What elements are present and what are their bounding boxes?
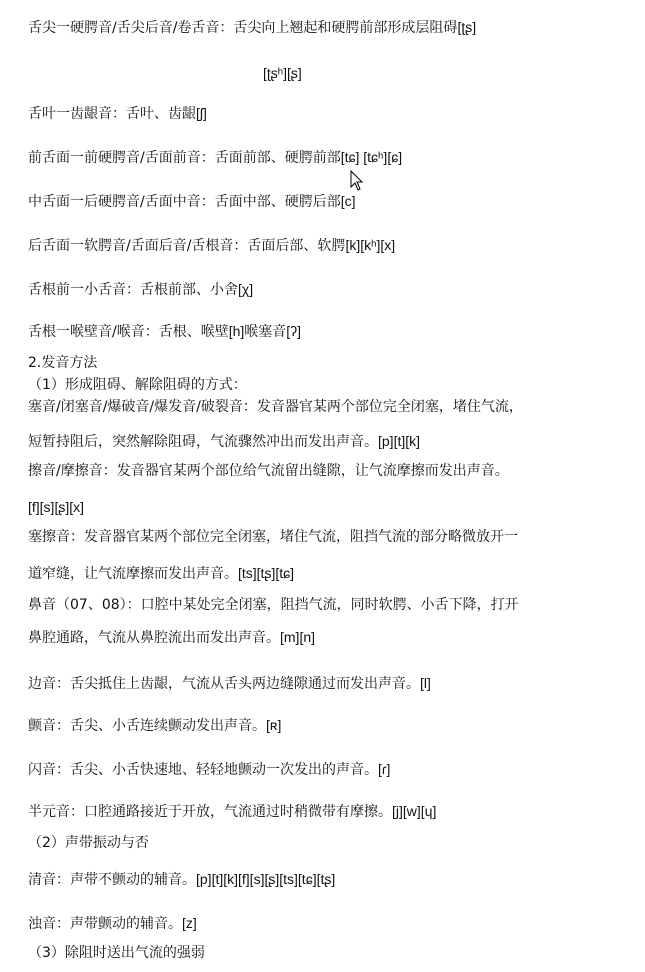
line-20: [28, 716, 281, 735]
line-25-text: 浊音：声带颤动的辅音。: [28, 916, 182, 932]
line-11-text: 塞音/闭塞音/爆破音/爆发音/破裂音：发音器官某两个部位完全闭塞，堵住气流，: [28, 399, 523, 415]
line-21-ipa: [ɾ]: [378, 761, 391, 777]
line-8-suffix: 喉塞音: [244, 324, 287, 340]
line-5: [28, 192, 356, 211]
line-20-ipa: [ʀ]: [266, 717, 282, 733]
line-23: [28, 834, 149, 852]
line-5-text: 中舌面一后硬腭音/舌面中音：舌面中部、硬腭后部: [28, 194, 341, 210]
line-7: [28, 280, 253, 299]
line-18-text: 鼻腔通路，气流从鼻腔流出而发出声音。: [28, 630, 280, 646]
mouse-pointer-icon: [350, 170, 364, 192]
line-26: [28, 944, 205, 962]
line-1-text: 舌尖一硬腭音/舌尖后音/卷舌音：舌尖向上翘起和硬腭前部形成层阻碍: [28, 20, 458, 36]
line-5-ipa: [c]: [340, 193, 356, 209]
line-8-ipa: [h]: [228, 323, 245, 339]
line-11: [28, 398, 523, 416]
line-9: [28, 354, 97, 372]
line-21-text: 闪音：舌尖、小舌快速地、轻轻地颤动一次发出的声音。: [28, 762, 378, 778]
line-2: [263, 64, 302, 83]
line-7-text: 舌根前一小舌音：舌根前部、小舍: [28, 282, 238, 298]
line-2-ipa: [ʈʂʰ][ʂ]: [263, 65, 302, 81]
line-14: [28, 498, 84, 517]
line-19: [28, 674, 431, 693]
line-4: [28, 148, 402, 167]
line-17-text: 鼻音（07、08）：口腔中某处完全闭塞，阻挡气流，同时软腭、小舌下降，打开: [28, 597, 519, 613]
line-4-ipa: [tɕ] [tɕʰ][ɕ]: [340, 149, 403, 165]
line-13: [28, 462, 509, 480]
line-19-ipa: [l]: [420, 675, 431, 691]
line-10-text: （1）形成阻碍、解除阻碍的方式：: [28, 377, 247, 393]
line-22-ipa: [j][w][ɥ]: [392, 803, 437, 819]
line-25: [28, 914, 197, 933]
line-13-text: 擦音/摩擦音：发音器官某两个部位给气流留出缝隙，让气流摩擦而发出声音。: [28, 463, 509, 479]
line-23-text: （2）声带振动与否: [28, 835, 149, 851]
line-8-text: 舌根一喉壁音/喉音：舌根、喉壁: [28, 324, 229, 340]
line-12-ipa: [p][t][k]: [378, 433, 421, 449]
line-17: [28, 596, 519, 614]
line-8: [28, 322, 301, 341]
line-9-text: 2.发音方法: [28, 355, 98, 371]
line-15: [28, 528, 518, 546]
line-18-ipa: [m][n]: [280, 629, 316, 645]
line-25-ipa: [z]: [182, 915, 197, 931]
line-24-ipa: [p][t][k][f][s][ʂ][ts][tɕ][tʂ]: [196, 871, 336, 887]
line-8-ipa2: [ʔ]: [286, 323, 302, 339]
line-15-text: 塞擦音：发音器官某两个部位完全闭塞，堵住气流，阻挡气流的部分略微放开一: [28, 529, 518, 545]
line-3: [28, 104, 207, 123]
line-4-text: 前舌面一前硬腭音/舌面前音：舌面前部、硬腭前部: [28, 150, 341, 166]
line-7-ipa: [χ]: [238, 281, 254, 297]
line-21: [28, 760, 390, 779]
line-1-ipa: [ʈʂ]: [457, 19, 477, 35]
line-24: [28, 870, 335, 889]
line-24-text: 清音：声带不颤动的辅音。: [28, 872, 196, 888]
line-16-ipa: [ts][tʂ][tɕ]: [238, 565, 295, 581]
line-6-ipa: [k][kʰ][x]: [345, 237, 396, 253]
line-6: [28, 236, 395, 255]
line-18: [28, 628, 315, 647]
line-14-ipa: [f][s][ʂ][x]: [28, 499, 85, 515]
line-12-text: 短暂持阻后，突然解除阻碍，气流骤然冲出而发出声音。: [28, 434, 378, 450]
line-3-text: 舌叶一齿龈音：舌叶、齿龈: [28, 106, 196, 122]
line-22: [28, 802, 436, 821]
line-22-text: 半元音：口腔通路接近于开放，气流通过时稍微带有摩擦。: [28, 804, 392, 820]
line-20-text: 颤音：舌尖、小舌连续颤动发出声音。: [28, 718, 266, 734]
line-10: [28, 376, 247, 394]
line-16-text: 道窄缝，让气流摩擦而发出声音。: [28, 566, 238, 582]
line-16: [28, 564, 294, 583]
line-12: [28, 432, 420, 451]
line-6-text: 后舌面一软腭音/舌面后音/舌根音：舌面后部、软腭: [28, 238, 346, 254]
line-3-ipa: [ʃ]: [196, 105, 207, 121]
line-26-text: （3）除阻时送出气流的强弱: [28, 945, 205, 961]
line-1: [28, 18, 476, 37]
line-19-text: 边音：舌尖抵住上齿龈，气流从舌头两边缝隙通过而发出声音。: [28, 676, 420, 692]
